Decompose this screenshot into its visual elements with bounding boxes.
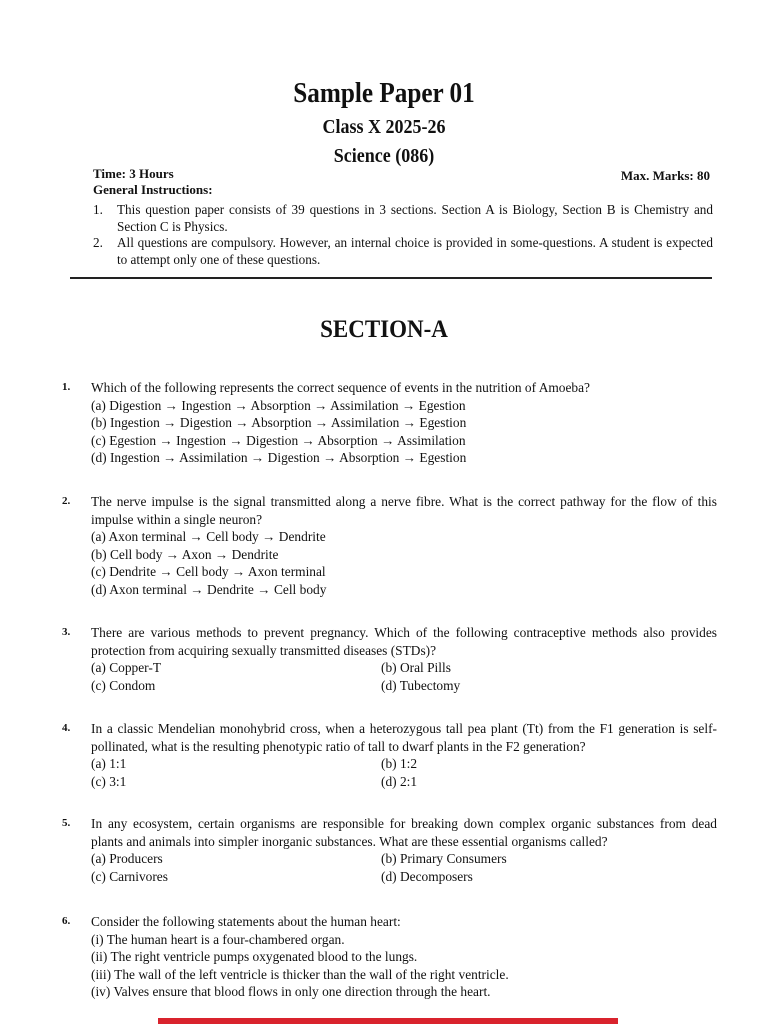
question-number: 4. (62, 722, 71, 734)
time-allowed: Time: 3 Hours (93, 166, 174, 181)
question-number: 3. (62, 626, 71, 638)
option: (a) Producers (91, 851, 163, 866)
question-stem: In a classic Mendelian monohybrid cross, when a heterozygous tall pea plant (Tt) from the F1 generation is self-pollinated, what is the resulting phenotypic ratio of tall to dwarf plants in the F2 generation? (91, 721, 717, 754)
question-stem: The nerve impulse is the signal transmitted along a nerve fibre. What is the correct pathway for the flow of this impulse within a single neuron? (91, 494, 717, 527)
question-3 (62, 624, 717, 694)
general-instructions-heading: General Instructions: (93, 182, 213, 197)
option: (b) Cell body → Axon → Dendrite (91, 546, 279, 562)
option: (b) Ingestion → Digestion → Absorption → Assimilation → Egestion (91, 415, 467, 430)
question-5 (62, 815, 717, 885)
option: (c) 3:1 (91, 773, 127, 789)
subject-line: Science (086) (333, 145, 435, 167)
options-list (91, 397, 717, 467)
option: (b) Primary Consumers (381, 851, 507, 866)
max-marks: Max. Marks: 80 (620, 168, 710, 183)
instruction-number: 1. (93, 202, 103, 217)
option: (a) 1:1 (91, 756, 127, 771)
question-number: 2. (62, 495, 71, 507)
options-grid (91, 755, 717, 790)
footer-accent-bar (158, 1018, 618, 1024)
option: (d) 2:1 (381, 773, 418, 789)
question-stem: In any ecosystem, certain organisms are responsible for breaking down complex organic substances from dead plants and animals into simpler inorganic substances. What are these essential organisms called? (91, 816, 717, 849)
option: (a) Digestion → Ingestion → Absorption → Assimilation → Egestion (91, 397, 466, 413)
instruction-text: This question paper consists of 39 questions in 3 sections. Section A is Biology, Section B is Chemistry and Section C is Physics. (117, 202, 713, 234)
section-heading: SECTION-A (320, 316, 448, 343)
option: (d) Axon terminal → Dendrite → Cell body (91, 581, 327, 597)
question-stem: Consider the following statements about the human heart: (91, 914, 401, 929)
option: (c) Dendrite → Cell body → Axon terminal (91, 564, 326, 579)
class-line: Class X 2025-26 (322, 116, 446, 138)
option: (c) Condom (91, 677, 156, 693)
statements-list (91, 931, 717, 1001)
options-list (91, 528, 717, 598)
option: (b) 1:2 (381, 756, 418, 771)
options-grid (91, 659, 717, 694)
question-2 (62, 493, 717, 598)
question-stem: There are various methods to prevent pregnancy. Which of the following contraceptive methods also provides protection from acquiring sexually transmitted diseases (STDs)? (91, 625, 717, 658)
option: (c) Egestion → Ingestion → Digestion → Absorption → Assimilation (91, 432, 466, 448)
question-number: 6. (62, 915, 71, 927)
question-number: 1. (62, 381, 71, 393)
header-divider (70, 277, 712, 279)
instruction-item (93, 235, 713, 268)
option: (d) Decomposers (381, 868, 473, 884)
option: (d) Ingestion → Assimilation → Digestion → Absorption → Egestion (91, 450, 467, 465)
option: (a) Copper-T (91, 660, 161, 675)
question-stem: Which of the following represents the correct sequence of events in the nutrition of Amoeba? (91, 380, 591, 395)
option: (c) Carnivores (91, 868, 168, 884)
statement: (ii) The right ventricle pumps oxygenated blood to the lungs. (91, 949, 418, 964)
instruction-text: All questions are compulsory. However, an internal choice is provided in some-questions. A student is expected to attempt only one of these questions. (117, 235, 713, 267)
statement: (iv) Valves ensure that blood flows in only one direction through the heart. (91, 984, 491, 999)
option: (a) Axon terminal → Cell body → Dendrite (91, 529, 326, 544)
question-number: 5. (62, 817, 71, 829)
instruction-number: 2. (93, 235, 103, 250)
question-6 (62, 913, 717, 1001)
instruction-item (93, 202, 713, 235)
option: (d) Tubectomy (381, 677, 461, 693)
question-1 (62, 379, 717, 467)
option: (b) Oral Pills (381, 660, 451, 675)
options-grid (91, 850, 717, 885)
statement: (iii) The wall of the left ventricle is thicker than the wall of the right ventricle. (91, 966, 509, 982)
statement: (i) The human heart is a four-chambered organ. (91, 931, 345, 947)
paper-title: Sample Paper 01 (293, 78, 475, 109)
question-4 (62, 720, 717, 790)
